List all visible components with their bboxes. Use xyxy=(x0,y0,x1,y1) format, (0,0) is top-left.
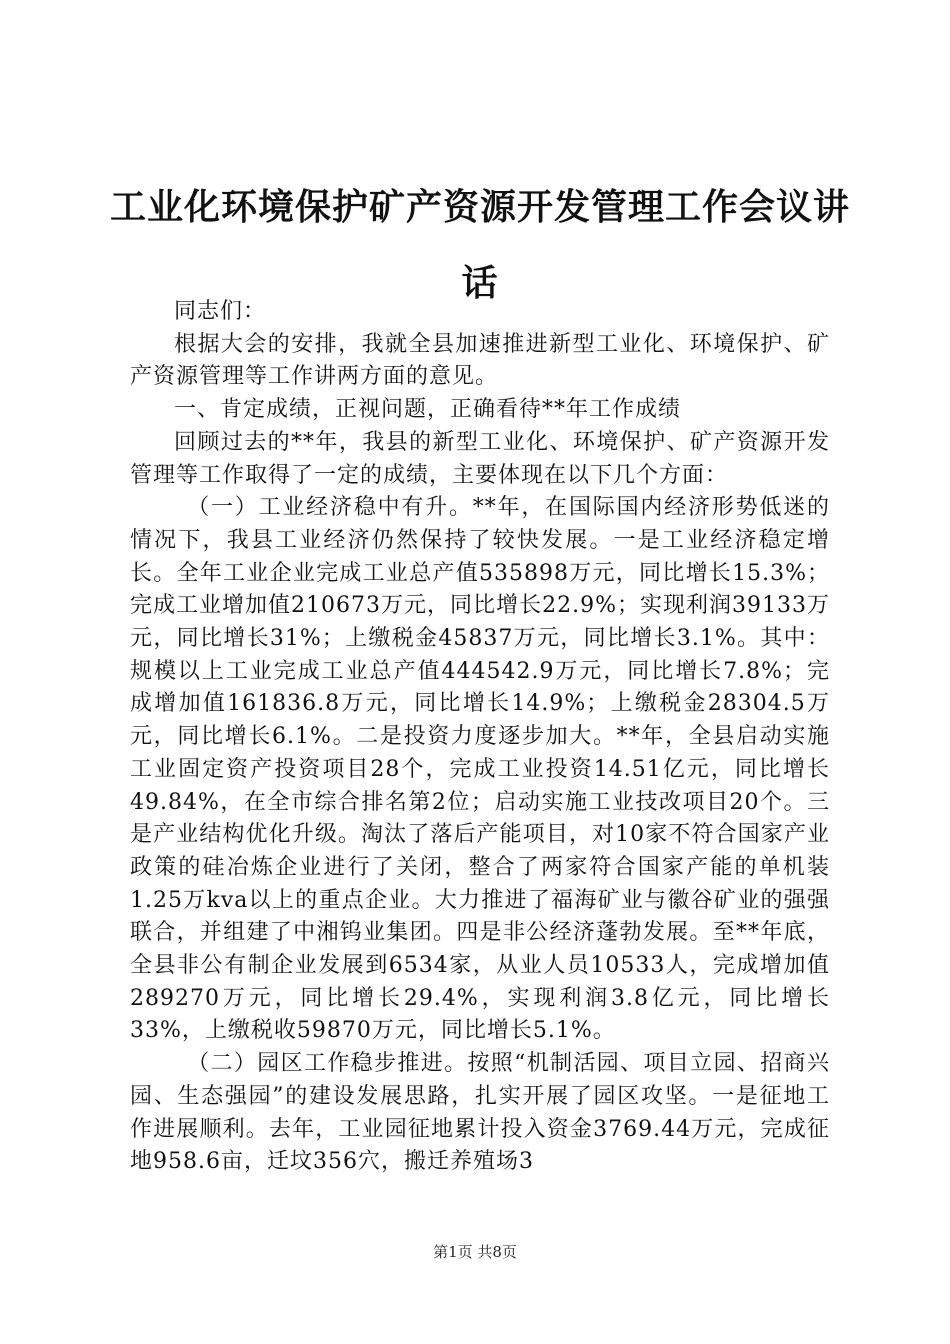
salutation: 同志们： xyxy=(174,299,267,324)
paragraph-intro: 根据大会的安排，我就全县加速推进新型工业化、环境保护、矿产资源管理等工作讲两方面的意见。 xyxy=(130,331,830,390)
document-title: 工业化环境保护矿产资源开发管理工作会议讲话 xyxy=(110,187,851,304)
document-body xyxy=(130,296,830,1179)
paragraph-review: 回顾过去的**年，我县的新型工业化、环境保护、矿产资源开发管理等工作取得了一定的成绩，主要体现在以下几个方面： xyxy=(130,429,830,488)
paragraph-park-work: （二）园区工作稳步推进。按照“机制活园、项目立园、招商兴园、生态强园”的建设发展思路，扎实开展了园区攻坚。一是征地工作进展顺利。去年，工业园征地累计投入资金3769.44万元，完成征地958.6亩，迁坟356穴，搬迁养殖场3 xyxy=(130,1051,830,1175)
page-number-footer: 第1页 共8页 xyxy=(433,1243,517,1261)
paragraph-industrial-economy: （一）工业经济稳中有升。**年，在国际国内经济形势低迷的情况下，我县工业经济仍然保持了较快发展。一是工业经济稳定增长。全年工业企业完成工业总产值535898万元，同比增长15.3%；完成工业增加值210673万元，同比增长22.9%；实现利润39133万元，同比增长31%；上缴税金45837万元，同比增长3.1%。其中：规模以上工业完成工业总产值444542.9万元，同比增长7.8%；完成增加值161836.8万元，同比增长14.9%；上缴税金28304.5万元，同比增长6.1%。二是投资力度逐步加大。**年，全县启动实施工业固定资产投资项目28个，完成工业投资14.51亿元，同比增长49.84%，在全市综合排名第2位；启动实施工业技改项目20个。三是产业结构优化升级。淘汰了落后产能项目，对10家不符合国家产业政策的硅冶炼企业进行了关闭，整合了两家符合国家产能的单机装1.25万kva以上的重点企业。大力推进了福海矿业与徽谷矿业的强强联合，并组建了中湘钨业集团。四是非公经济蓬勃发展。至**年底，全县非公有制企业发展到6534家，从业人员10533人，完成增加值289270万元，同比增长29.4%，实现利润3.8亿元，同比增长33%，上缴税收59870万元，同比增长5.1%。 xyxy=(130,495,830,1044)
section-heading: 一、肯定成绩，正视问题，正确看待**年工作成绩 xyxy=(174,397,682,423)
